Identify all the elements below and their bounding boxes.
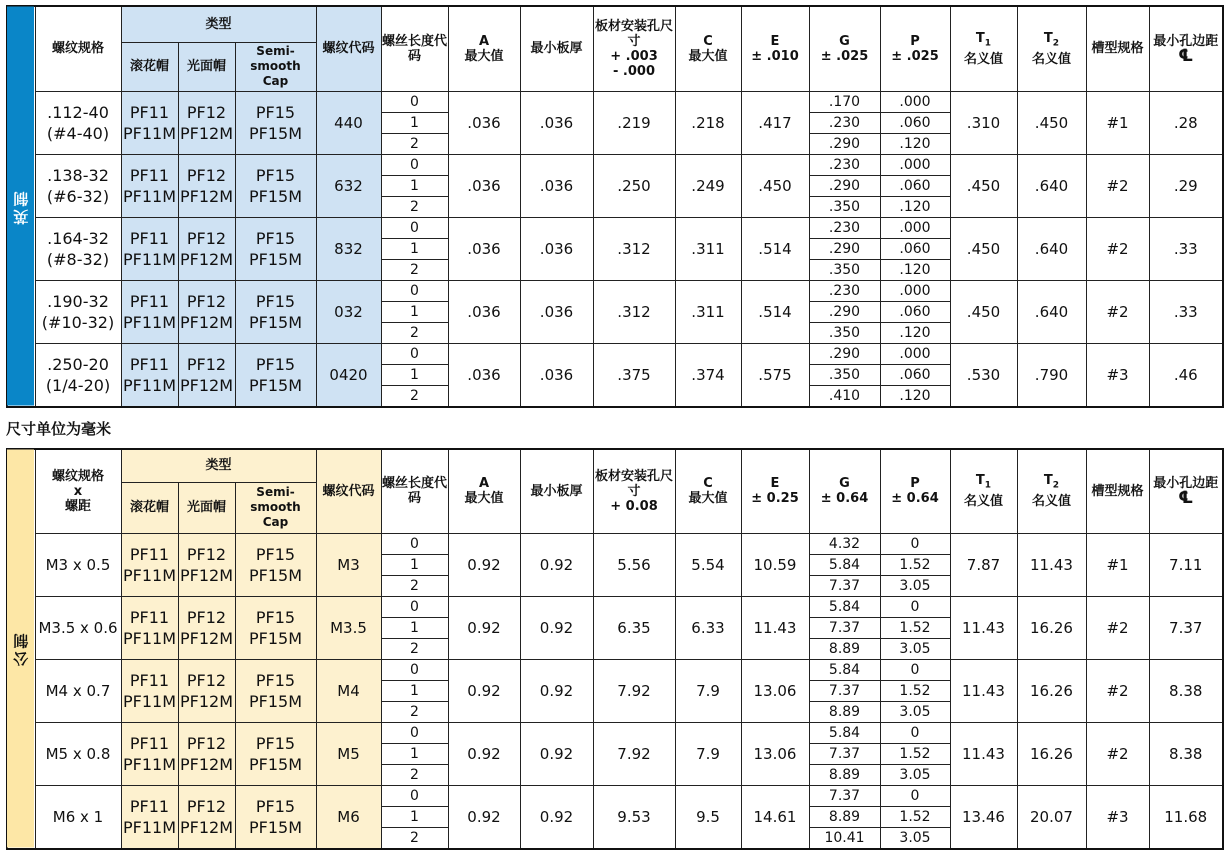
type-knurled: PF11 PF11M xyxy=(121,533,178,596)
header-t2: $T_2$ 名义值 xyxy=(1017,449,1086,533)
g-value: 10.41 xyxy=(809,827,880,849)
type-smooth: PF12 PF12M xyxy=(178,533,235,596)
length-code: 1 xyxy=(381,680,448,701)
p-value: .000 xyxy=(880,91,950,112)
hole-value: .219 xyxy=(593,91,675,154)
slot-value: #2 xyxy=(1086,154,1149,217)
length-code: 1 xyxy=(381,554,448,575)
min-sheet-value: 0.92 xyxy=(520,785,593,849)
length-code: 1 xyxy=(381,238,448,259)
thread-spec: .250-20 (1/4-20) xyxy=(35,343,121,407)
hole-value: .250 xyxy=(593,154,675,217)
length-code: 2 xyxy=(381,764,448,785)
header-smooth: 光面帽 xyxy=(178,482,235,533)
length-code: 1 xyxy=(381,617,448,638)
p-value: .120 xyxy=(880,259,950,280)
length-code: 0 xyxy=(381,596,448,617)
length-code: 2 xyxy=(381,827,448,849)
table-row xyxy=(7,217,1223,238)
p-value: .120 xyxy=(880,196,950,217)
thread-code: M5 xyxy=(316,722,381,785)
type-semi: PF15 PF15M xyxy=(235,91,316,154)
a-value: 0.92 xyxy=(448,533,520,596)
type-semi: PF15 PF15M xyxy=(235,280,316,343)
t2-value: .790 xyxy=(1017,343,1086,407)
thread-code: M3 xyxy=(316,533,381,596)
length-code: 0 xyxy=(381,722,448,743)
hole-value: 6.35 xyxy=(593,596,675,659)
c-value: .311 xyxy=(675,217,741,280)
length-code: 2 xyxy=(381,638,448,659)
min-sheet-value: 0.92 xyxy=(520,722,593,785)
unit-note: 尺寸单位为毫米 xyxy=(6,420,112,438)
g-value: .410 xyxy=(809,385,880,407)
header-t1: $T_1$ 名义值 xyxy=(950,6,1017,91)
edge-value: .33 xyxy=(1149,280,1223,343)
g-value: 4.32 xyxy=(809,533,880,554)
a-value: .036 xyxy=(448,91,520,154)
min-sheet-value: .036 xyxy=(520,343,593,407)
p-value: 3.05 xyxy=(880,827,950,849)
g-value: .170 xyxy=(809,91,880,112)
t2-value: .450 xyxy=(1017,91,1086,154)
t1-value: 11.43 xyxy=(950,722,1017,785)
header-slot: 槽型规格 xyxy=(1086,449,1149,533)
length-code: 1 xyxy=(381,806,448,827)
a-value: .036 xyxy=(448,217,520,280)
header-hole-size: 板材安装孔尺寸 + 0.08 xyxy=(593,449,675,533)
thread-spec: .164-32 (#8-32) xyxy=(35,217,121,280)
g-value: 7.37 xyxy=(809,785,880,806)
p-value: 1.52 xyxy=(880,743,950,764)
length-code: 2 xyxy=(381,259,448,280)
p-value: .060 xyxy=(880,112,950,133)
type-smooth: PF12 PF12M xyxy=(178,217,235,280)
thread-code: 032 xyxy=(316,280,381,343)
t2-value: 11.43 xyxy=(1017,533,1086,596)
type-smooth: PF12 PF12M xyxy=(178,91,235,154)
min-sheet-value: .036 xyxy=(520,154,593,217)
t2-value: 16.26 xyxy=(1017,659,1086,722)
edge-value: 8.38 xyxy=(1149,722,1223,785)
hole-value: .312 xyxy=(593,217,675,280)
table-row xyxy=(7,722,1223,743)
edge-value: .33 xyxy=(1149,217,1223,280)
g-value: .290 xyxy=(809,238,880,259)
slot-value: #2 xyxy=(1086,217,1149,280)
c-value: 9.5 xyxy=(675,785,741,849)
type-knurled: PF11 PF11M xyxy=(121,659,178,722)
slot-value: #3 xyxy=(1086,785,1149,849)
p-value: .060 xyxy=(880,301,950,322)
p-value: .000 xyxy=(880,343,950,364)
length-code: 2 xyxy=(381,322,448,343)
length-code: 1 xyxy=(381,301,448,322)
header-slot: 槽型规格 xyxy=(1086,6,1149,91)
centerline-icon: ℄ xyxy=(1178,45,1194,66)
a-value: .036 xyxy=(448,280,520,343)
a-value: 0.92 xyxy=(448,722,520,785)
table-row xyxy=(7,785,1223,806)
hole-value: 7.92 xyxy=(593,722,675,785)
thread-spec: M5 x 0.8 xyxy=(35,722,121,785)
min-sheet-value: .036 xyxy=(520,217,593,280)
edge-value: .29 xyxy=(1149,154,1223,217)
slot-value: #2 xyxy=(1086,722,1149,785)
min-sheet-value: 0.92 xyxy=(520,596,593,659)
type-smooth: PF12 PF12M xyxy=(178,596,235,659)
t1-value: 7.87 xyxy=(950,533,1017,596)
c-value: 7.9 xyxy=(675,659,741,722)
e-value: .417 xyxy=(741,91,809,154)
p-value: .000 xyxy=(880,217,950,238)
g-value: 8.89 xyxy=(809,701,880,722)
edge-value: 7.37 xyxy=(1149,596,1223,659)
header-edge: 最小孔边距 ℄ xyxy=(1149,449,1223,533)
t1-value: 13.46 xyxy=(950,785,1017,849)
t1-value: .450 xyxy=(950,217,1017,280)
slot-value: #2 xyxy=(1086,596,1149,659)
t2-value: .640 xyxy=(1017,280,1086,343)
edge-value: .46 xyxy=(1149,343,1223,407)
header-thread-code: 螺纹代码 xyxy=(316,6,381,91)
min-sheet-value: 0.92 xyxy=(520,659,593,722)
type-semi: PF15 PF15M xyxy=(235,785,316,849)
table-row xyxy=(7,659,1223,680)
thread-code: M3.5 xyxy=(316,596,381,659)
g-value: 7.37 xyxy=(809,575,880,596)
e-value: 13.06 xyxy=(741,722,809,785)
type-knurled: PF11 PF11M xyxy=(121,343,178,407)
header-c: C 最大值 xyxy=(675,449,741,533)
table-row xyxy=(7,280,1223,301)
type-knurled: PF11 PF11M xyxy=(121,785,178,849)
t1-value: 11.43 xyxy=(950,659,1017,722)
type-semi: PF15 PF15M xyxy=(235,154,316,217)
p-value: 3.05 xyxy=(880,638,950,659)
thread-spec: .190-32 (#10-32) xyxy=(35,280,121,343)
type-knurled: PF11 PF11M xyxy=(121,217,178,280)
thread-spec: .138-32 (#6-32) xyxy=(35,154,121,217)
header-thread-spec: 螺纹规格 x 螺距 xyxy=(35,449,121,533)
p-value: .000 xyxy=(880,280,950,301)
header-knurled: 滚花帽 xyxy=(121,482,178,533)
type-smooth: PF12 PF12M xyxy=(178,722,235,785)
p-value: 0 xyxy=(880,659,950,680)
header-g: G ± .025 xyxy=(809,6,880,91)
length-code: 1 xyxy=(381,364,448,385)
p-value: .060 xyxy=(880,175,950,196)
edge-value: .28 xyxy=(1149,91,1223,154)
header-edge: 最小孔边距 ℄ xyxy=(1149,6,1223,91)
length-code: 0 xyxy=(381,217,448,238)
header-t2: $T_2$ 名义值 xyxy=(1017,6,1086,91)
p-value: 1.52 xyxy=(880,680,950,701)
header-length-code: 螺丝长度代码 xyxy=(381,6,448,91)
thread-spec: M4 x 0.7 xyxy=(35,659,121,722)
slot-value: #2 xyxy=(1086,280,1149,343)
e-value: .575 xyxy=(741,343,809,407)
length-code: 0 xyxy=(381,154,448,175)
length-code: 0 xyxy=(381,91,448,112)
min-sheet-value: .036 xyxy=(520,280,593,343)
header-semi-smooth: Semi-smooth Cap xyxy=(235,482,316,533)
p-value: .120 xyxy=(880,385,950,407)
length-code: 2 xyxy=(381,133,448,154)
type-semi: PF15 PF15M xyxy=(235,217,316,280)
p-value: 3.05 xyxy=(880,701,950,722)
t1-value: .530 xyxy=(950,343,1017,407)
header-e: E ± 0.25 xyxy=(741,449,809,533)
t2-value: .640 xyxy=(1017,154,1086,217)
thread-spec: M6 x 1 xyxy=(35,785,121,849)
type-semi: PF15 PF15M xyxy=(235,659,316,722)
e-value: .514 xyxy=(741,280,809,343)
g-value: .230 xyxy=(809,154,880,175)
slot-value: #2 xyxy=(1086,659,1149,722)
p-value: .120 xyxy=(880,322,950,343)
header-p: P ± 0.64 xyxy=(880,449,950,533)
metric-spec-table xyxy=(6,448,1224,850)
edge-value: 8.38 xyxy=(1149,659,1223,722)
length-code: 0 xyxy=(381,343,448,364)
g-value: .350 xyxy=(809,196,880,217)
t1-value: .450 xyxy=(950,280,1017,343)
type-smooth: PF12 PF12M xyxy=(178,659,235,722)
g-value: 8.89 xyxy=(809,806,880,827)
table-row xyxy=(7,91,1223,112)
hole-value: .375 xyxy=(593,343,675,407)
type-semi: PF15 PF15M xyxy=(235,533,316,596)
length-code: 0 xyxy=(381,280,448,301)
type-semi: PF15 PF15M xyxy=(235,343,316,407)
header-hole-size: 板材安装孔尺寸 + .003 - .000 xyxy=(593,6,675,91)
t2-value: 16.26 xyxy=(1017,596,1086,659)
p-value: .120 xyxy=(880,133,950,154)
header-knurled: 滚花帽 xyxy=(121,42,178,91)
length-code: 2 xyxy=(381,196,448,217)
t2-value: 16.26 xyxy=(1017,722,1086,785)
header-min-sheet: 最小板厚 xyxy=(520,6,593,91)
length-code: 2 xyxy=(381,701,448,722)
t1-value: .310 xyxy=(950,91,1017,154)
c-value: .249 xyxy=(675,154,741,217)
g-value: .290 xyxy=(809,301,880,322)
p-value: 0 xyxy=(880,785,950,806)
e-value: 13.06 xyxy=(741,659,809,722)
length-code: 0 xyxy=(381,785,448,806)
length-code: 1 xyxy=(381,175,448,196)
type-knurled: PF11 PF11M xyxy=(121,596,178,659)
g-value: 8.89 xyxy=(809,764,880,785)
header-type: 类型 xyxy=(121,449,316,482)
g-value: .230 xyxy=(809,112,880,133)
e-value: .514 xyxy=(741,217,809,280)
g-value: .290 xyxy=(809,133,880,154)
table-row xyxy=(7,533,1223,554)
header-t1: $T_1$ 名义值 xyxy=(950,449,1017,533)
g-value: .350 xyxy=(809,322,880,343)
header-p: P ± .025 xyxy=(880,6,950,91)
min-sheet-value: 0.92 xyxy=(520,533,593,596)
metric-side-label: 公制 xyxy=(7,449,35,849)
type-knurled: PF11 PF11M xyxy=(121,154,178,217)
type-semi: PF15 PF15M xyxy=(235,722,316,785)
g-value: .230 xyxy=(809,280,880,301)
p-value: .060 xyxy=(880,238,950,259)
e-value: .450 xyxy=(741,154,809,217)
type-smooth: PF12 PF12M xyxy=(178,154,235,217)
t1-value: .450 xyxy=(950,154,1017,217)
g-value: 7.37 xyxy=(809,743,880,764)
g-value: 8.89 xyxy=(809,638,880,659)
p-value: 3.05 xyxy=(880,764,950,785)
g-value: .350 xyxy=(809,364,880,385)
thread-code: 832 xyxy=(316,217,381,280)
c-value: 6.33 xyxy=(675,596,741,659)
p-value: 1.52 xyxy=(880,617,950,638)
thread-spec: M3.5 x 0.6 xyxy=(35,596,121,659)
centerline-icon: ℄ xyxy=(1178,488,1194,509)
p-value: .060 xyxy=(880,364,950,385)
header-thread-spec: 螺纹规格 xyxy=(35,6,121,91)
c-value: 7.9 xyxy=(675,722,741,785)
e-value: 11.43 xyxy=(741,596,809,659)
hole-value: .312 xyxy=(593,280,675,343)
a-value: .036 xyxy=(448,154,520,217)
type-knurled: PF11 PF11M xyxy=(121,280,178,343)
slot-value: #1 xyxy=(1086,91,1149,154)
t2-value: .640 xyxy=(1017,217,1086,280)
thread-spec: M3 x 0.5 xyxy=(35,533,121,596)
g-value: 7.37 xyxy=(809,680,880,701)
thread-code: 0420 xyxy=(316,343,381,407)
imperial-spec-table xyxy=(6,5,1224,408)
hole-value: 9.53 xyxy=(593,785,675,849)
length-code: 1 xyxy=(381,743,448,764)
g-value: 5.84 xyxy=(809,596,880,617)
header-length-code: 螺丝长度代码 xyxy=(381,449,448,533)
slot-value: #1 xyxy=(1086,533,1149,596)
hole-value: 7.92 xyxy=(593,659,675,722)
type-smooth: PF12 PF12M xyxy=(178,280,235,343)
table-row xyxy=(7,154,1223,175)
g-value: 7.37 xyxy=(809,617,880,638)
t2-value: 20.07 xyxy=(1017,785,1086,849)
a-value: 0.92 xyxy=(448,785,520,849)
c-value: .374 xyxy=(675,343,741,407)
thread-code: 632 xyxy=(316,154,381,217)
e-value: 14.61 xyxy=(741,785,809,849)
g-value: 5.84 xyxy=(809,722,880,743)
c-value: 5.54 xyxy=(675,533,741,596)
type-smooth: PF12 PF12M xyxy=(178,343,235,407)
type-knurled: PF11 PF11M xyxy=(121,722,178,785)
a-value: 0.92 xyxy=(448,659,520,722)
thread-code: M6 xyxy=(316,785,381,849)
g-value: 5.84 xyxy=(809,554,880,575)
p-value: .000 xyxy=(880,154,950,175)
length-code: 2 xyxy=(381,385,448,407)
length-code: 0 xyxy=(381,659,448,680)
c-value: .218 xyxy=(675,91,741,154)
slot-value: #3 xyxy=(1086,343,1149,407)
min-sheet-value: .036 xyxy=(520,91,593,154)
p-value: 0 xyxy=(880,596,950,617)
a-value: .036 xyxy=(448,343,520,407)
e-value: 10.59 xyxy=(741,533,809,596)
g-value: .350 xyxy=(809,259,880,280)
length-code: 0 xyxy=(381,533,448,554)
edge-value: 11.68 xyxy=(1149,785,1223,849)
header-c: C 最大值 xyxy=(675,6,741,91)
header-g: G ± 0.64 xyxy=(809,449,880,533)
thread-code: M4 xyxy=(316,659,381,722)
table-row xyxy=(7,596,1223,617)
p-value: 0 xyxy=(880,533,950,554)
type-knurled: PF11 PF11M xyxy=(121,91,178,154)
imperial-side-label: 英制 xyxy=(7,6,35,407)
p-value: 1.52 xyxy=(880,806,950,827)
header-a: A 最大值 xyxy=(448,6,520,91)
thread-code: 440 xyxy=(316,91,381,154)
p-value: 3.05 xyxy=(880,575,950,596)
header-thread-code: 螺纹代码 xyxy=(316,449,381,533)
table-row xyxy=(7,343,1223,364)
hole-value: 5.56 xyxy=(593,533,675,596)
thread-spec: .112-40 (#4-40) xyxy=(35,91,121,154)
type-smooth: PF12 PF12M xyxy=(178,785,235,849)
g-value: .230 xyxy=(809,217,880,238)
a-value: 0.92 xyxy=(448,596,520,659)
header-type: 类型 xyxy=(121,6,316,42)
length-code: 2 xyxy=(381,575,448,596)
g-value: 5.84 xyxy=(809,659,880,680)
header-min-sheet: 最小板厚 xyxy=(520,449,593,533)
header-a: A 最大值 xyxy=(448,449,520,533)
g-value: .290 xyxy=(809,175,880,196)
length-code: 1 xyxy=(381,112,448,133)
p-value: 1.52 xyxy=(880,554,950,575)
g-value: .290 xyxy=(809,343,880,364)
c-value: .311 xyxy=(675,280,741,343)
edge-value: 7.11 xyxy=(1149,533,1223,596)
t1-value: 11.43 xyxy=(950,596,1017,659)
type-semi: PF15 PF15M xyxy=(235,596,316,659)
p-value: 0 xyxy=(880,722,950,743)
header-semi-smooth: Semi-smooth Cap xyxy=(235,42,316,91)
header-e: E ± .010 xyxy=(741,6,809,91)
header-smooth: 光面帽 xyxy=(178,42,235,91)
